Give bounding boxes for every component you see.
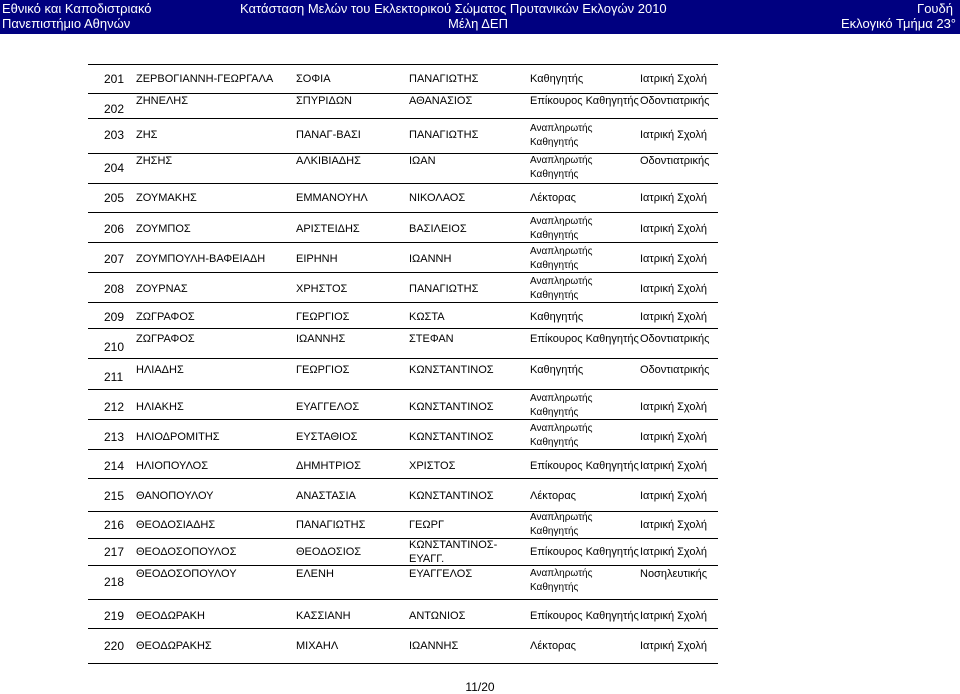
department-cell: Οδοντιατρικής — [640, 364, 710, 376]
table-row — [88, 302, 718, 329]
table-row — [88, 389, 718, 420]
surname-cell: ΗΛΙΟΠΟΥΛΟΣ — [136, 460, 209, 472]
rank-cell: Αναπληρωτής Καθηγητής — [530, 568, 593, 593]
surname-cell: ΖΗΝΕΛΗΣ — [136, 95, 189, 107]
surname-cell: ΘΑΝΟΠΟΥΛΟΥ — [136, 490, 214, 502]
first-name-cell: ΑΝΑΣΤΑΣΙΑ — [296, 490, 356, 502]
rank-cell: Λέκτορας — [530, 640, 576, 652]
surname-cell: ΖΟΥΜΑΚΗΣ — [136, 192, 197, 204]
first-name-cell: ΑΛΚΙΒΙΑΔΗΣ — [296, 155, 361, 167]
row-number: 206 — [104, 222, 125, 236]
row-number: 201 — [104, 72, 125, 86]
surname-cell: ΘΕΟΔΟΣΙΑΔΗΣ — [136, 519, 216, 531]
surname-cell: ΖΩΓΡΑΦΟΣ — [136, 311, 195, 323]
department-cell: Οδοντιατρικής — [640, 155, 710, 167]
first-name-cell: ΕΥΑΓΓΕΛΟΣ — [296, 401, 360, 413]
surname-cell: ΗΛΙΑΚΗΣ — [136, 401, 184, 413]
electoral-section-label: Εκλογικό Τμήμα 23° — [840, 16, 956, 31]
first-name-cell: ΑΡΙΣΤΕΙΔΗΣ — [296, 223, 360, 235]
father-name-cell: ΙΩΑΝ — [409, 155, 436, 167]
table-row — [88, 153, 718, 184]
surname-cell: ΖΗΣ — [136, 129, 158, 141]
row-number: 215 — [104, 489, 125, 503]
father-name-cell: ΠΑΝΑΓΙΩΤΗΣ — [409, 283, 479, 295]
row-number: 202 — [104, 102, 125, 116]
row-number: 203 — [104, 128, 125, 142]
department-cell: Νοσηλευτικής — [640, 568, 708, 580]
department-cell: Ιατρική Σχολή — [640, 253, 707, 265]
department-cell: Ιατρική Σχολή — [640, 640, 707, 652]
table-row — [88, 599, 718, 629]
surname-cell: ΗΛΙΟΔΡΟΜΙΤΗΣ — [136, 431, 220, 443]
university-name-line2: Πανεπιστήμιο Αθηνών — [2, 16, 131, 31]
father-name-cell: ΝΙΚΟΛΑΟΣ — [409, 192, 466, 204]
rank-cell: Καθηγητής — [530, 364, 584, 376]
row-number: 204 — [104, 161, 125, 175]
rank-cell: Αναπληρωτής Καθηγητής — [530, 155, 593, 180]
department-cell: Ιατρική Σχολή — [640, 129, 707, 141]
surname-cell: ΗΛΙΑΔΗΣ — [136, 364, 184, 376]
row-number: 218 — [104, 575, 125, 589]
department-cell: Ιατρική Σχολή — [640, 431, 707, 443]
surname-cell: ΖΕΡΒΟΓΙΑΝΝΗ-ΓΕΩΡΓΑΛΑ — [136, 73, 274, 85]
father-name-cell: ΚΩΝΣΤΑΝΤΙΝΟΣ — [409, 364, 494, 376]
department-cell: Ιατρική Σχολή — [640, 519, 707, 531]
department-cell: Οδοντιατρικής — [640, 333, 710, 345]
surname-cell: ΘΕΟΔΩΡΑΚΗ — [136, 610, 205, 622]
surname-cell: ΖΟΥΡΝΑΣ — [136, 283, 188, 295]
department-cell: Ιατρική Σχολή — [640, 610, 707, 622]
first-name-cell: ΠΑΝΑΓΙΩΤΗΣ — [296, 519, 366, 531]
father-name-cell: ΑΘΑΝΑΣΙΟΣ — [409, 95, 473, 107]
rank-cell: Επίκουρος Καθηγητής — [530, 460, 639, 472]
first-name-cell: ΘΕΟΔΟΣΙΟΣ — [296, 546, 362, 558]
row-number: 219 — [104, 609, 125, 623]
father-name-cell: ΠΑΝΑΓΙΩΤΗΣ — [409, 73, 479, 85]
row-number: 205 — [104, 191, 125, 205]
table-row — [88, 64, 718, 94]
rank-cell: Επίκουρος Καθηγητής — [530, 333, 639, 345]
department-cell: Ιατρική Σχολή — [640, 223, 707, 235]
rank-cell: Αναπληρωτής Καθηγητής — [530, 246, 593, 271]
department-cell: Ιατρική Σχολή — [640, 460, 707, 472]
row-number: 211 — [104, 370, 124, 384]
rank-cell: Αναπληρωτής Καθηγητής — [530, 512, 593, 537]
row-number: 216 — [104, 518, 125, 532]
first-name-cell: ΓΕΩΡΓΙΟΣ — [296, 311, 350, 323]
page-header — [0, 0, 960, 34]
first-name-cell: ΕΙΡΗΝΗ — [296, 253, 338, 265]
father-name-cell: ΕΥΑΓΓΕΛΟΣ — [409, 568, 473, 580]
table-row — [88, 478, 718, 512]
first-name-cell: ΕΛΕΝΗ — [296, 568, 334, 580]
document-subtitle: Μέλη ΔΕΠ — [448, 16, 508, 31]
table-row — [88, 565, 718, 600]
first-name-cell: ΓΕΩΡΓΙΟΣ — [296, 364, 350, 376]
first-name-cell: ΜΙΧΑΗΛ — [296, 640, 339, 652]
row-number: 210 — [104, 340, 125, 354]
location-label: Γουδή — [917, 1, 953, 16]
department-cell: Ιατρική Σχολή — [640, 192, 707, 204]
page-number: 11/20 — [465, 680, 495, 694]
row-number: 213 — [104, 430, 125, 444]
father-name-cell: ΚΩΣΤΑ — [409, 311, 445, 323]
rank-cell: Αναπληρωτής Καθηγητής — [530, 123, 593, 148]
first-name-cell: ΠΑΝΑΓ-ΒΑΣΙ — [296, 129, 361, 141]
rank-cell: Επίκουρος Καθηγητής — [530, 546, 639, 558]
first-name-cell: ΣΠΥΡΙΔΩΝ — [296, 95, 352, 107]
father-name-cell: ΙΩΑΝΝΗ — [409, 253, 452, 265]
department-cell: Ιατρική Σχολή — [640, 283, 707, 295]
university-name-line1: Εθνικό και Καποδιστριακό — [2, 1, 152, 16]
father-name-cell: ΚΩΝΣΤΑΝΤΙΝΟΣ — [409, 431, 494, 443]
surname-cell: ΘΕΟΔΟΣΟΠΟΥΛΟΣ — [136, 546, 237, 558]
first-name-cell: ΕΥΣΤΑΘΙΟΣ — [296, 431, 358, 443]
row-number: 212 — [104, 400, 125, 414]
table-row — [88, 358, 718, 390]
rank-cell: Καθηγητής — [530, 73, 584, 85]
rank-cell: Λέκτορας — [530, 192, 576, 204]
row-number: 207 — [104, 252, 125, 266]
father-name-cell: ΙΩΑΝΝΗΣ — [409, 640, 459, 652]
row-number: 220 — [104, 639, 125, 653]
first-name-cell: ΚΑΣΣΙΑΝΗ — [296, 610, 351, 622]
father-name-cell: ΠΑΝΑΓΙΩΤΗΣ — [409, 129, 479, 141]
table-row — [88, 328, 718, 359]
rank-cell: Αναπληρωτής Καθηγητής — [530, 216, 593, 241]
row-number: 217 — [104, 545, 125, 559]
rank-cell: Επίκουρος Καθηγητής — [530, 610, 639, 622]
table-row — [88, 511, 718, 539]
father-name-cell: ΚΩΝΣΤΑΝΤΙΝΟΣ — [409, 490, 494, 502]
rank-cell: Καθηγητής — [530, 311, 584, 323]
father-name-cell: ΑΝΤΩΝΙΟΣ — [409, 610, 466, 622]
surname-cell: ΖΗΣΗΣ — [136, 155, 173, 167]
table-row — [88, 183, 718, 213]
first-name-cell: ΧΡΗΣΤΟΣ — [296, 283, 348, 295]
table-row — [88, 628, 718, 664]
father-name-cell: ΚΩΝΣΤΑΝΤΙΝΟΣ — [409, 401, 494, 413]
surname-cell: ΘΕΟΔΟΣΟΠΟΥΛΟΥ — [136, 568, 237, 580]
surname-cell: ΘΕΟΔΩΡΑΚΗΣ — [136, 640, 212, 652]
rank-cell: Αναπληρωτής Καθηγητής — [530, 393, 593, 418]
department-cell: Ιατρική Σχολή — [640, 73, 707, 85]
father-name-cell: ΣΤΕΦΑΝ — [409, 333, 454, 345]
rank-cell: Αναπληρωτής Καθηγητής — [530, 423, 593, 448]
surname-cell: ΖΟΥΜΠΟΣ — [136, 223, 191, 235]
table-row — [88, 212, 718, 243]
department-cell: Ιατρική Σχολή — [640, 401, 707, 413]
first-name-cell: ΔΗΜΗΤΡΙΟΣ — [296, 460, 361, 472]
department-cell: Ιατρική Σχολή — [640, 311, 707, 323]
table-row — [88, 538, 718, 566]
document-title: Κατάσταση Μελών του Εκλεκτορικού Σώματος Πρυτανικών Εκλογών 2010 — [240, 1, 667, 16]
row-number: 214 — [104, 459, 125, 473]
row-number: 208 — [104, 282, 125, 296]
table-row — [88, 242, 718, 273]
first-name-cell: ΣΟΦΙΑ — [296, 73, 331, 85]
department-cell: Ιατρική Σχολή — [640, 490, 707, 502]
table-row — [88, 449, 718, 479]
row-number: 209 — [104, 310, 125, 324]
surname-cell: ΖΟΥΜΠΟΥΛΗ-ΒΑΦΕΙΑΔΗ — [136, 253, 266, 265]
first-name-cell: ΕΜΜΑΝΟΥΗΛ — [296, 192, 368, 204]
department-cell: Οδοντιατρικής — [640, 95, 710, 107]
father-name-cell: ΚΩΝΣΤΑΝΤΙΝΟΣ- ΕΥΑΓΓ. — [409, 539, 498, 565]
rank-cell: Αναπληρωτής Καθηγητής — [530, 276, 593, 301]
table-row — [88, 118, 718, 154]
table-row — [88, 93, 718, 119]
surname-cell: ΖΩΓΡΑΦΟΣ — [136, 333, 195, 345]
father-name-cell: ΧΡΙΣΤΟΣ — [409, 460, 456, 472]
father-name-cell: ΓΕΩΡΓ — [409, 519, 445, 531]
father-name-cell: ΒΑΣΙΛΕΙΟΣ — [409, 223, 467, 235]
first-name-cell: ΙΩΑΝΝΗΣ — [296, 333, 346, 345]
table-row — [88, 272, 718, 303]
rank-cell: Λέκτορας — [530, 490, 576, 502]
rank-cell: Επίκουρος Καθηγητής — [530, 95, 639, 107]
department-cell: Ιατρική Σχολή — [640, 546, 707, 558]
table-row — [88, 419, 718, 450]
